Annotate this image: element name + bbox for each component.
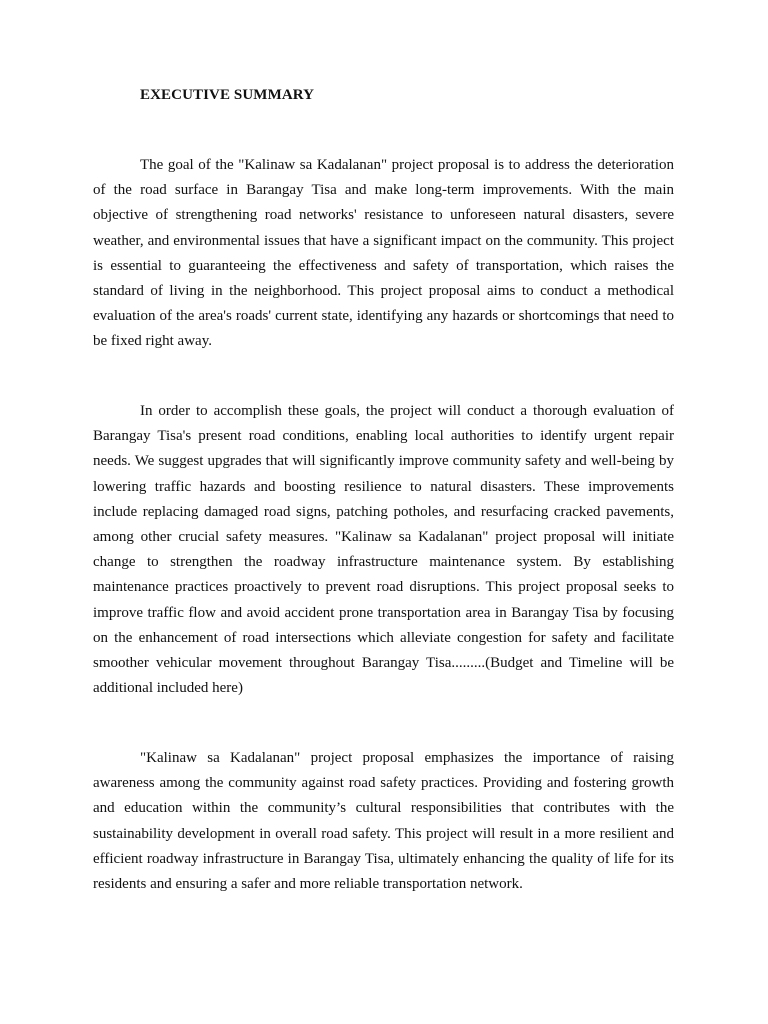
summary-paragraph-3: "Kalinaw sa Kadalanan" project proposal emphasizes the importance of raising awareness among the community against road safety practices. Providing and fostering growth and education within the community’s cultural responsibilities that contributes with the sustainability development in overall road safety. This project will result in a more resilient and efficient roadway infrastructure in Barangay Tisa, ultimately enhancing the quality of life for its residents and ensuring a safer and more reliable transportation network.: [93, 750, 674, 893]
summary-paragraph-1: The goal of the "Kalinaw sa Kadalanan" project proposal is to address the deterioration of the road surface in Barangay Tisa and make long-term improvements. With the main objective of strengthening road networks' resistance to unforeseen natural disasters, severe weather, and environmental issues that have a significant impact on the community. This project is essential to guaranteeing the effectiveness and safety of transportation, which raises the standard of living in the neighborhood. This project proposal aims to conduct a methodical evaluation of the area's roads' current state, identifying any hazards or shortcomings that need to be fixed right away.: [93, 157, 674, 350]
section-heading: EXECUTIVE SUMMARY: [140, 87, 315, 103]
summary-paragraph-2: In order to accomplish these goals, the project will conduct a thorough evaluation of Barangay Tisa's present road conditions, enabling local authorities to identify urgent repair needs. We suggest upgrades that will significantly improve community safety and well-being by lowering traffic hazards and boosting resilience to natural disasters. These improvements include replacing damaged road signs, patching potholes, and resurfacing cracked pavements, among other crucial safety measures. "Kalinaw sa Kadalanan" project proposal will initiate change to strengthen the roadway infrastructure maintenance system. By establishing maintenance practices proactively to prevent road disruptions. This project proposal seeks to improve traffic flow and avoid accident prone transportation area in Barangay Tisa by focusing on the enhancement of road intersections which alleviate congestion for safety and facilitate smoother vehicular movement throughout Barangay Tisa.........(Budget and Timeline will be additional included here): [93, 403, 674, 697]
